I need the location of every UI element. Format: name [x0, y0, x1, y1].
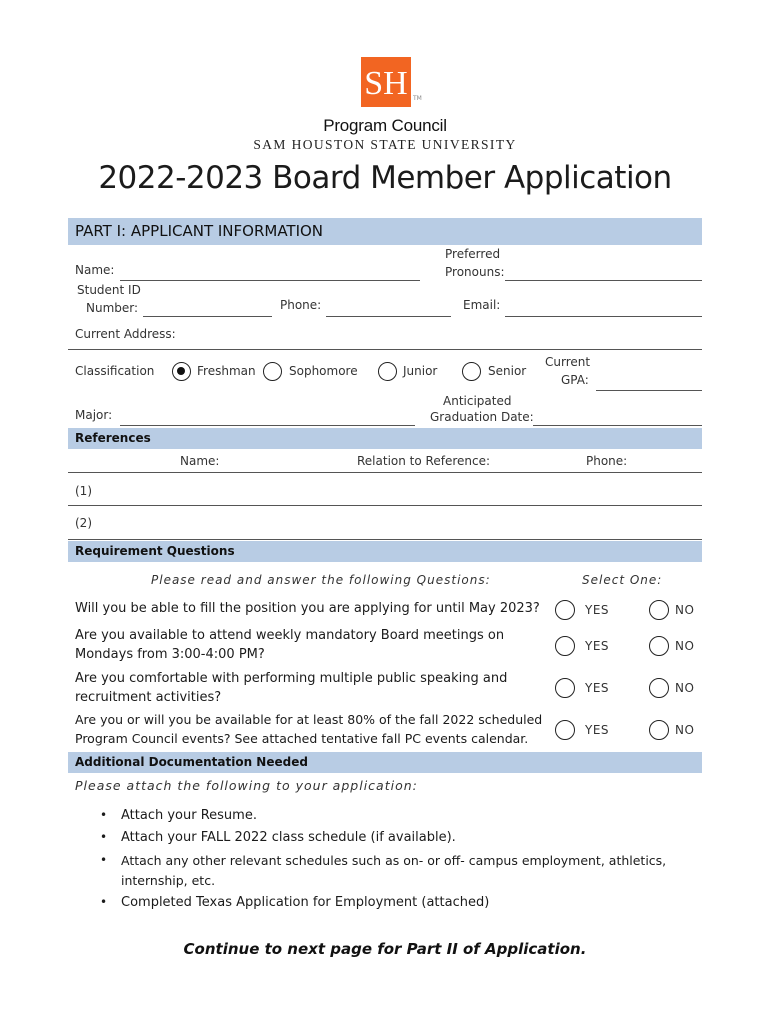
question-3-line1: Are you comfortable with performing multiple public speaking and: [75, 671, 508, 686]
radio-sophomore[interactable]: [263, 362, 282, 381]
ref-row-1-label: (1): [75, 484, 92, 498]
address-label: Current Address:: [75, 327, 176, 341]
graduation-date-field[interactable]: [533, 425, 702, 426]
gpa-label-line1: Current: [545, 355, 591, 369]
question-2-line2: Mondays from 3:00-4:00 PM?: [75, 647, 265, 662]
part1-heading: PART I: APPLICANT INFORMATION: [68, 218, 702, 245]
q2-no-radio[interactable]: [649, 636, 669, 656]
q1-yes-label: YES: [585, 603, 610, 617]
doc-item-4: • Completed Texas Application for Employment (attached): [121, 895, 489, 910]
option-senior-label: Senior: [488, 364, 527, 378]
major-label: Major:: [75, 408, 113, 422]
q2-no-label: NO: [675, 639, 695, 653]
q3-yes-radio[interactable]: [555, 678, 575, 698]
trademark-mark: TM: [413, 95, 422, 102]
option-sophomore-label: Sophomore: [289, 364, 358, 378]
documentation-heading: Additional Documentation Needed: [68, 752, 702, 773]
documentation-instruction: Please attach the following to your application:: [75, 778, 418, 793]
radio-freshman[interactable]: [172, 362, 191, 381]
grad-label-line1: Anticipated: [443, 394, 512, 408]
pronouns-label-line2: Pronouns:: [445, 265, 505, 279]
pronouns-field[interactable]: [505, 280, 702, 281]
university-name: SAM HOUSTON STATE UNIVERSITY: [253, 137, 517, 152]
select-one-label: Select One:: [582, 573, 663, 587]
classification-label: Classification: [75, 364, 155, 378]
question-3-line2: recruitment activities?: [75, 690, 222, 705]
ref-col-phone: Phone:: [586, 454, 628, 468]
ref-row-2-field[interactable]: [68, 539, 702, 540]
shsu-logo: [361, 57, 411, 107]
student-id-label-line1: Student ID: [77, 283, 141, 297]
ref-row-1-field[interactable]: [68, 505, 702, 506]
gpa-field[interactable]: [596, 390, 702, 391]
gpa-label-line2: GPA:: [561, 373, 589, 387]
doc-item-3-line2: internship, etc.: [121, 873, 216, 888]
logo-letters: SH: [364, 65, 408, 102]
q4-yes-label: YES: [585, 723, 610, 737]
doc-item-2: • Attach your FALL 2022 class schedule (if available).: [121, 830, 456, 845]
option-freshman-label: Freshman: [197, 364, 256, 378]
question-1-line1: Will you be able to fill the position you are applying for until May 2023?: [75, 601, 540, 616]
q4-yes-radio[interactable]: [555, 720, 575, 740]
q4-no-radio[interactable]: [649, 720, 669, 740]
student-id-field[interactable]: [143, 316, 272, 317]
phone-label: Phone:: [280, 298, 322, 312]
question-2-line1: Are you available to attend weekly mandatory Board meetings on: [75, 628, 505, 643]
radio-senior[interactable]: [462, 362, 481, 381]
radio-junior[interactable]: [378, 362, 397, 381]
doc-item-3: • Attach any other relevant schedules such as on- or off- campus employment, athletics,: [121, 853, 666, 868]
email-field[interactable]: [505, 316, 702, 317]
q3-no-radio[interactable]: [649, 678, 669, 698]
email-label: Email:: [463, 298, 501, 312]
q2-yes-label: YES: [585, 639, 610, 653]
q3-yes-label: YES: [585, 681, 610, 695]
ref-col-relation: Relation to Reference:: [357, 454, 491, 468]
ref-header-divider: [68, 472, 702, 473]
q1-yes-radio[interactable]: [555, 600, 575, 620]
question-4-line2: Program Council events? See attached tentative fall PC events calendar.: [75, 731, 529, 746]
major-field[interactable]: [120, 425, 415, 426]
q1-no-label: NO: [675, 603, 695, 617]
pronouns-label-line1: Preferred: [445, 247, 501, 261]
doc-item-1: • Attach your Resume.: [121, 808, 257, 823]
ref-col-name: Name:: [180, 454, 220, 468]
ref-row-2-label: (2): [75, 516, 92, 530]
question-4-line1: Are you or will you be available for at least 80% of the fall 2022 scheduled: [75, 712, 543, 727]
org-name: Program Council: [323, 116, 447, 135]
references-heading: References: [68, 428, 702, 449]
q2-yes-radio[interactable]: [555, 636, 575, 656]
q1-no-radio[interactable]: [649, 600, 669, 620]
name-field[interactable]: [120, 280, 420, 281]
address-field[interactable]: [68, 349, 702, 350]
q4-no-label: NO: [675, 723, 695, 737]
grad-label-line2: Graduation Date:: [430, 410, 534, 424]
page-title: 2022-2023 Board Member Application: [98, 160, 672, 196]
phone-field[interactable]: [326, 316, 451, 317]
continue-note: Continue to next page for Part II of Application.: [183, 940, 587, 958]
q3-no-label: NO: [675, 681, 695, 695]
student-id-label-line2: Number:: [86, 301, 139, 315]
requirements-instruction: Please read and answer the following Questions:: [151, 573, 491, 587]
requirements-heading: Requirement Questions: [68, 541, 702, 562]
name-label: Name:: [75, 263, 115, 277]
option-junior-label: Junior: [403, 364, 438, 378]
